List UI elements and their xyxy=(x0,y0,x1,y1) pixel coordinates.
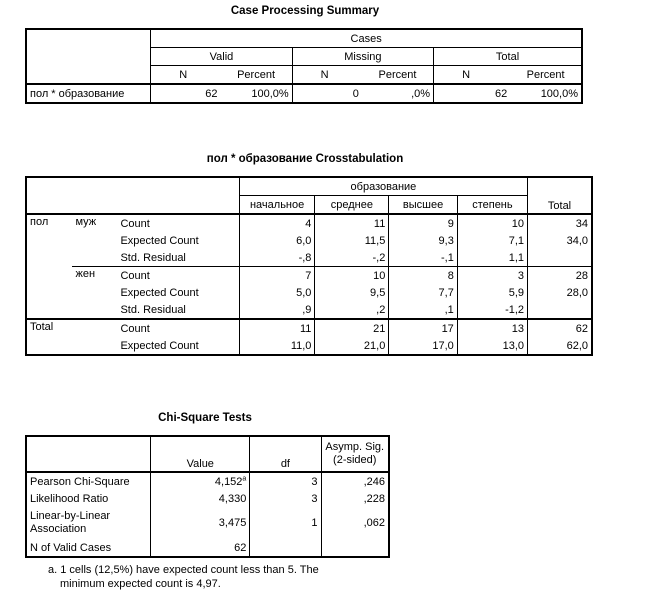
pearson-value-text: 4,152 xyxy=(214,475,243,488)
cell-value: ,1 xyxy=(389,301,457,319)
crosstab-table xyxy=(25,176,593,356)
col-header-degree: степень xyxy=(457,196,527,215)
footnote-marker: a. xyxy=(48,564,58,576)
cell-value: 9 xyxy=(389,214,457,232)
row-var-label: пол xyxy=(26,214,72,319)
cell-value: 11,0 xyxy=(239,337,315,355)
value-header: Value xyxy=(151,436,250,472)
crosstab-corner xyxy=(26,177,239,214)
education-header: образование xyxy=(239,177,527,196)
pearson-label: Pearson Chi-Square xyxy=(26,472,151,490)
cell-value: 8 xyxy=(389,267,457,285)
chi-corner xyxy=(26,436,151,472)
valid-n-value: 62 xyxy=(151,84,221,103)
valid-percent-header: Percent xyxy=(220,66,292,85)
cell-value: 9,5 xyxy=(315,284,389,301)
cell-value: 9,3 xyxy=(389,232,457,249)
chi-square-title: Chi-Square Tests xyxy=(158,412,252,424)
cell-value: -,1 xyxy=(389,249,457,267)
cell-value: 17 xyxy=(389,319,457,337)
likelihood-value: 4,330 xyxy=(151,490,250,507)
group-female-label: жен xyxy=(72,267,117,320)
linear-sig: ,062 xyxy=(321,507,389,539)
cell-value: 11 xyxy=(239,319,315,337)
cell-value: -,8 xyxy=(239,249,315,267)
stat-label: Expected Count xyxy=(117,337,239,355)
group-male-label: муж xyxy=(72,214,117,267)
cell-value: 10 xyxy=(315,267,389,285)
cell-value: 11 xyxy=(315,214,389,232)
cell-value: 7,1 xyxy=(457,232,527,249)
cell-value: -,2 xyxy=(315,249,389,267)
cell-value: 4 xyxy=(239,214,315,232)
df-header: df xyxy=(250,436,321,472)
likelihood-sig: ,228 xyxy=(321,490,389,507)
cell-value: 13,0 xyxy=(457,337,527,355)
stat-label: Count xyxy=(117,267,239,285)
total-header: Total xyxy=(434,48,582,66)
pearson-df: 3 xyxy=(250,472,321,490)
chi-square-table xyxy=(25,435,390,558)
grand-total-value: 62,0 xyxy=(528,337,592,355)
cell-value: 3 xyxy=(457,267,527,285)
case-row-label: пол * образование xyxy=(26,84,151,103)
row-total-value xyxy=(528,249,592,267)
sig-header-line2: (2-sided) xyxy=(333,454,377,466)
total-n-value: 62 xyxy=(434,84,511,103)
valid-percent-value: 100,0% xyxy=(220,84,292,103)
cell-value: 13 xyxy=(457,319,527,337)
row-total-value xyxy=(528,301,592,319)
valid-cases-df xyxy=(250,539,321,557)
likelihood-df: 3 xyxy=(250,490,321,507)
row-total-value: 34,0 xyxy=(528,232,592,249)
valid-cases-value: 62 xyxy=(151,539,250,557)
likelihood-label: Likelihood Ratio xyxy=(26,490,151,507)
cell-value: ,2 xyxy=(315,301,389,319)
col-header-secondary: среднее xyxy=(315,196,389,215)
cell-value: 7 xyxy=(239,267,315,285)
pearson-sig: ,246 xyxy=(321,472,389,490)
cell-value: -1,2 xyxy=(457,301,527,319)
row-total-value: 28,0 xyxy=(528,284,592,301)
valid-cases-sig xyxy=(321,539,389,557)
row-total-value: 34 xyxy=(528,214,592,232)
chi-square-footnote xyxy=(48,563,368,591)
stat-label: Std. Residual xyxy=(117,301,239,319)
crosstab-title: пол * образование Crosstabulation xyxy=(206,153,404,165)
cell-value: ,9 xyxy=(239,301,315,319)
stat-label: Count xyxy=(117,214,239,232)
footnote-line2: minimum expected count is 4,97. xyxy=(60,578,221,590)
cell-value: 11,5 xyxy=(315,232,389,249)
stat-label: Expected Count xyxy=(117,232,239,249)
cell-value: 7,7 xyxy=(389,284,457,301)
grand-total-value: 62 xyxy=(528,319,592,337)
cell-value: 21 xyxy=(315,319,389,337)
stat-label: Expected Count xyxy=(117,284,239,301)
case-summary-title: Case Processing Summary xyxy=(230,5,380,17)
total-row-label: Total xyxy=(26,319,117,355)
sig-header-line1: Asymp. Sig. xyxy=(325,441,385,453)
col-header-higher: высшее xyxy=(389,196,457,215)
cell-value: 5,9 xyxy=(457,284,527,301)
stat-label: Std. Residual xyxy=(117,249,239,267)
sig-header xyxy=(321,436,389,472)
missing-n-header: N xyxy=(292,66,362,85)
case-summary-table xyxy=(25,28,583,104)
cell-value: 5,0 xyxy=(239,284,315,301)
valid-n-header: N xyxy=(151,66,221,85)
linear-label-line1: Linear-by-Linear xyxy=(30,510,111,522)
cell-value: 17,0 xyxy=(389,337,457,355)
cell-value: 10 xyxy=(457,214,527,232)
footnote-ref: a xyxy=(242,474,247,482)
cell-value: 6,0 xyxy=(239,232,315,249)
missing-n-value: 0 xyxy=(292,84,362,103)
linear-label xyxy=(26,507,151,539)
cases-header: Cases xyxy=(151,29,582,48)
total-percent-value: 100,0% xyxy=(510,84,582,103)
crosstab-total-header: Total xyxy=(528,177,592,214)
linear-df: 1 xyxy=(250,507,321,539)
total-n-header: N xyxy=(434,66,511,85)
footnote-line1: 1 cells (12,5%) have expected count less than 5. The xyxy=(60,564,319,576)
col-header-primary: начальное xyxy=(239,196,315,215)
valid-header: Valid xyxy=(151,48,292,66)
missing-header: Missing xyxy=(292,48,433,66)
total-percent-header: Percent xyxy=(510,66,582,85)
linear-label-line2: Association xyxy=(30,523,87,535)
pearson-value xyxy=(151,472,250,490)
cell-value: 21,0 xyxy=(315,337,389,355)
row-total-value: 28 xyxy=(528,267,592,285)
linear-value: 3,475 xyxy=(151,507,250,539)
cell-value: 1,1 xyxy=(457,249,527,267)
missing-percent-header: Percent xyxy=(362,66,434,85)
valid-cases-label: N of Valid Cases xyxy=(26,539,151,557)
stat-label: Count xyxy=(117,319,239,337)
case-summary-corner xyxy=(26,29,151,84)
missing-percent-value: ,0% xyxy=(362,84,434,103)
